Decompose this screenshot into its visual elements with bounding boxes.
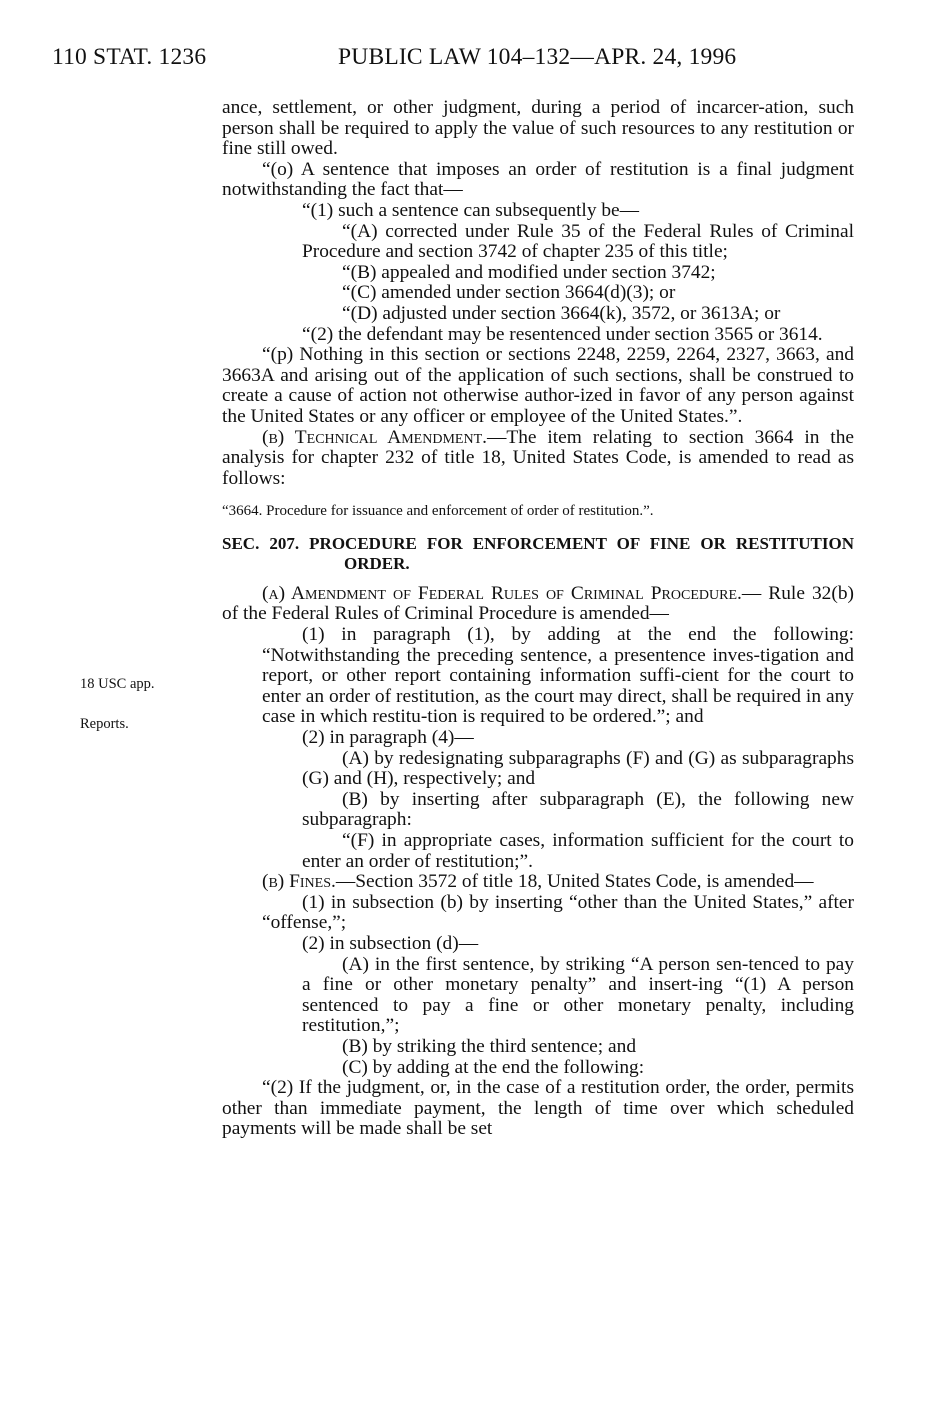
paragraph: “(1) such a sentence can subsequently be— [302, 199, 640, 221]
paragraph: (C) by adding at the end the following: [342, 1056, 645, 1078]
paragraph [222, 872, 854, 893]
body-text [222, 98, 854, 1140]
page-header [52, 44, 912, 84]
paragraph: (B) by inserting after subparagraph (E), the following new subparagraph: [302, 788, 854, 831]
paragraph: “(p) Nothing in this section or sections 2248, 2259, 2264, 2327, 3663, and 3663A and arising out of the application of such sections, shall be construed to create a cause of action not otherwise author-ized in favor of any person against the United States or any officer or employee of the United States.”. [222, 344, 854, 427]
paragraph [222, 428, 854, 490]
paragraph: (2) in subsection (d)— [302, 932, 479, 954]
subsection-heading: (a) Amendment of Federal Rules of Criminal Procedure. [262, 582, 742, 604]
margin-note-usc-app: 18 USC app. [80, 676, 155, 692]
paragraph: “(2) If the judgment, or, in the case of a restitution order, the order, permits other than immediate payment, the length of time over which scheduled payments will be made shall be set [222, 1077, 854, 1140]
subsection-heading: (b) Technical Amendment. [262, 426, 487, 448]
paragraph: “(2) the defendant may be resentenced under section 3565 or 3614. [302, 323, 823, 345]
paragraph: ance, settlement, or other judgment, during a period of incarcer-ation, such person shall be required to apply the value of such resources to any restitution or fine still owed. [222, 97, 854, 160]
page-citation: 110 STAT. 1236 [52, 44, 207, 70]
paragraph: “(o) A sentence that imposes an order of restitution is a final judgment notwithstanding the fact that— [222, 158, 854, 201]
paragraph: “(A) corrected under Rule 35 of the Federal Rules of Criminal Procedure and section 3742 of chapter 235 of this title; [302, 220, 854, 263]
paragraph: (B) by striking the third sentence; and [342, 1035, 637, 1057]
paragraph: (1) in subsection (b) by inserting “other than the United States,” after “offense,”; [262, 891, 854, 934]
paragraph: “(D) adjusted under section 3664(k), 3572, or 3613A; or [342, 302, 781, 324]
paragraph: “(B) appealed and modified under section 3742; [342, 261, 716, 283]
running-head: PUBLIC LAW 104–132—APR. 24, 1996 [338, 44, 737, 70]
paragraph: “(F) in appropriate cases, information sufficient for the court to enter an order of restitution;”. [302, 830, 854, 872]
paragraph: (2) in paragraph (4)— [302, 727, 474, 749]
paragraph [222, 584, 854, 625]
analysis-item: “3664. Procedure for issuance and enforcement of order of restitution.”. [222, 503, 654, 520]
margin-note-reports: Reports. [80, 716, 129, 732]
paragraph: (1) in paragraph (1), by adding at the end the following: “Notwithstanding the preceding sentence, a presentence inves-tigation and report, or other report containing information suffi-cient for the court to enter an order of restitution, as the court may direct, shall be required in any case in which restitu-tion is required to be ordered.”; and [262, 624, 854, 728]
paragraph: (A) by redesignating subparagraphs (F) and (G) as subparagraphs (G) and (H), respectively; and [302, 747, 854, 790]
paragraph: (A) in the first sentence, by striking “A person sen-tenced to pay a fine or other monetary penalty” and insert-ing “(1) A person sentenced to pay a fine or other monetary penalty, including restitution,”; [302, 953, 854, 1037]
paragraph: “(C) amended under section 3664(d)(3); or [342, 282, 676, 304]
paragraph-text: —The item relating to section 3664 in the analysis for chapter 232 of title 18, United States Code, is amended to read as follows: [222, 426, 854, 489]
section-heading: SEC. 207. PROCEDURE FOR ENFORCEMENT OF FINE OR RESTITUTION ORDER. [222, 533, 854, 573]
paragraph-text: —Section 3572 of title 18, United States Code, is amended— [335, 871, 814, 893]
subsection-heading: (b) Fines. [262, 871, 336, 893]
paragraph-text: — Rule 32(b) of the Federal Rules of Criminal Procedure is amended— [222, 582, 854, 625]
